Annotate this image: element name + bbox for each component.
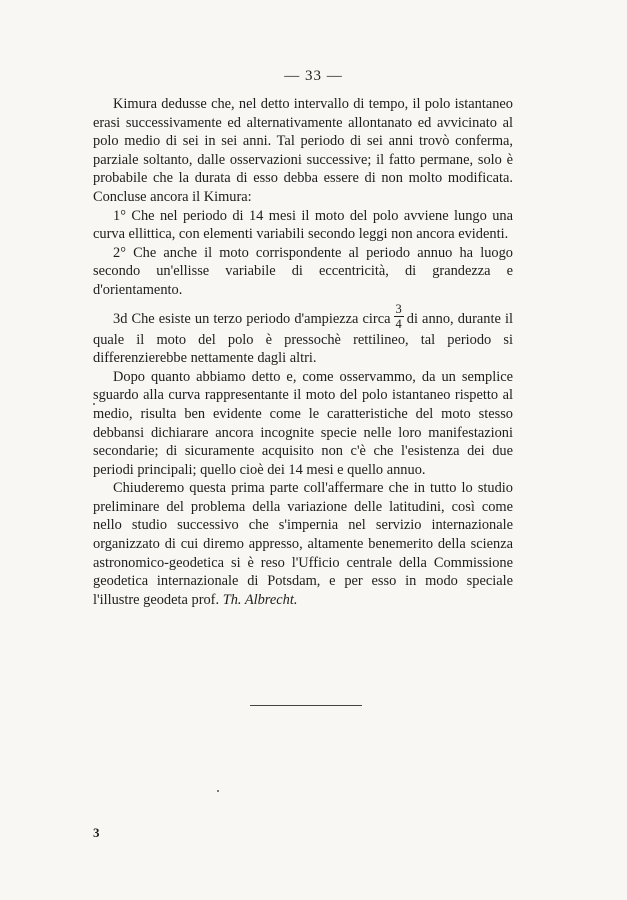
print-speck [217,790,219,792]
signature-mark: 3 [93,825,100,840]
body-text [93,95,513,609]
page-number: — 33 — [284,68,343,84]
paragraph-dopo: Dopo quanto abbiamo detto e, come osservammo, da un semplice sguardo alla curva rappresentante il moto del polo istantaneo rispetto al medio, risulta ben evidente come le caratteristiche del moto stesso debbansi dichiarare ancora incognite specie nelle loro manifestazioni secondarie; di sicuramente acquisito non c'è che l'esistenza dei due periodi principali; quello cioè dei 14 mesi e quello annuo. [93,368,513,478]
author-name: Th. Albrecht. [222,591,298,608]
fraction-denominator: 4 [395,316,402,331]
fraction-three-quarters [394,302,404,331]
list-item-first: 1° Che nel periodo di 14 mesi il moto del polo avviene lungo una curva ellittica, con elementi variabili secondo leggi non ancora evidenti. [93,207,513,243]
section-divider [250,705,362,706]
paragraph-chiuderemo [93,479,513,609]
paragraph-chiuderemo-text: Chiuderemo questa prima parte coll'affermare che in tutto lo studio preliminare del problema della variazione delle latitudini, così come nello studio successivo che s'impernia nel servizio internazionale organizzato di cui diremo appresso, altamente benemerito della scienza astronomico-geodetica si è reso l'Ufficio centrale della Commissione geodetica internazionale di Potsdam, e per esso in modo speciale l'illustre geodeta prof. [93,480,513,608]
list-item-third-lead: 3d Che esiste un terzo periodo d'ampiezza circa [113,310,391,327]
list-item-second: 2° Che anche il moto corrispondente al periodo annuo ha luogo secondo un'ellisse variabile di eccentricità, di grandezza e d'orientamento. [93,244,513,298]
fraction-numerator: 3 [395,301,402,316]
list-item-third [93,301,513,368]
list-item-third-tail: di anno, durante il quale il moto del polo è pressochè rettilineo, tal periodo si differenzierebbe nettamente dagli altri. [93,310,513,367]
print-speck [93,403,95,405]
paragraph-kimura: Kimura dedusse che, nel detto intervallo di tempo, il polo istantaneo erasi successivamente ed alternativamente allontanato ed avvicinato al polo medio di sei in sei anni. Tal periodo di sei anni trovò conferma, parziale soltanto, dalle osservazioni successive; il fatto permane, solo è probabile che la durata di esso debba essere di non molto modificata. Concluse ancora il Kimura: [93,96,513,205]
